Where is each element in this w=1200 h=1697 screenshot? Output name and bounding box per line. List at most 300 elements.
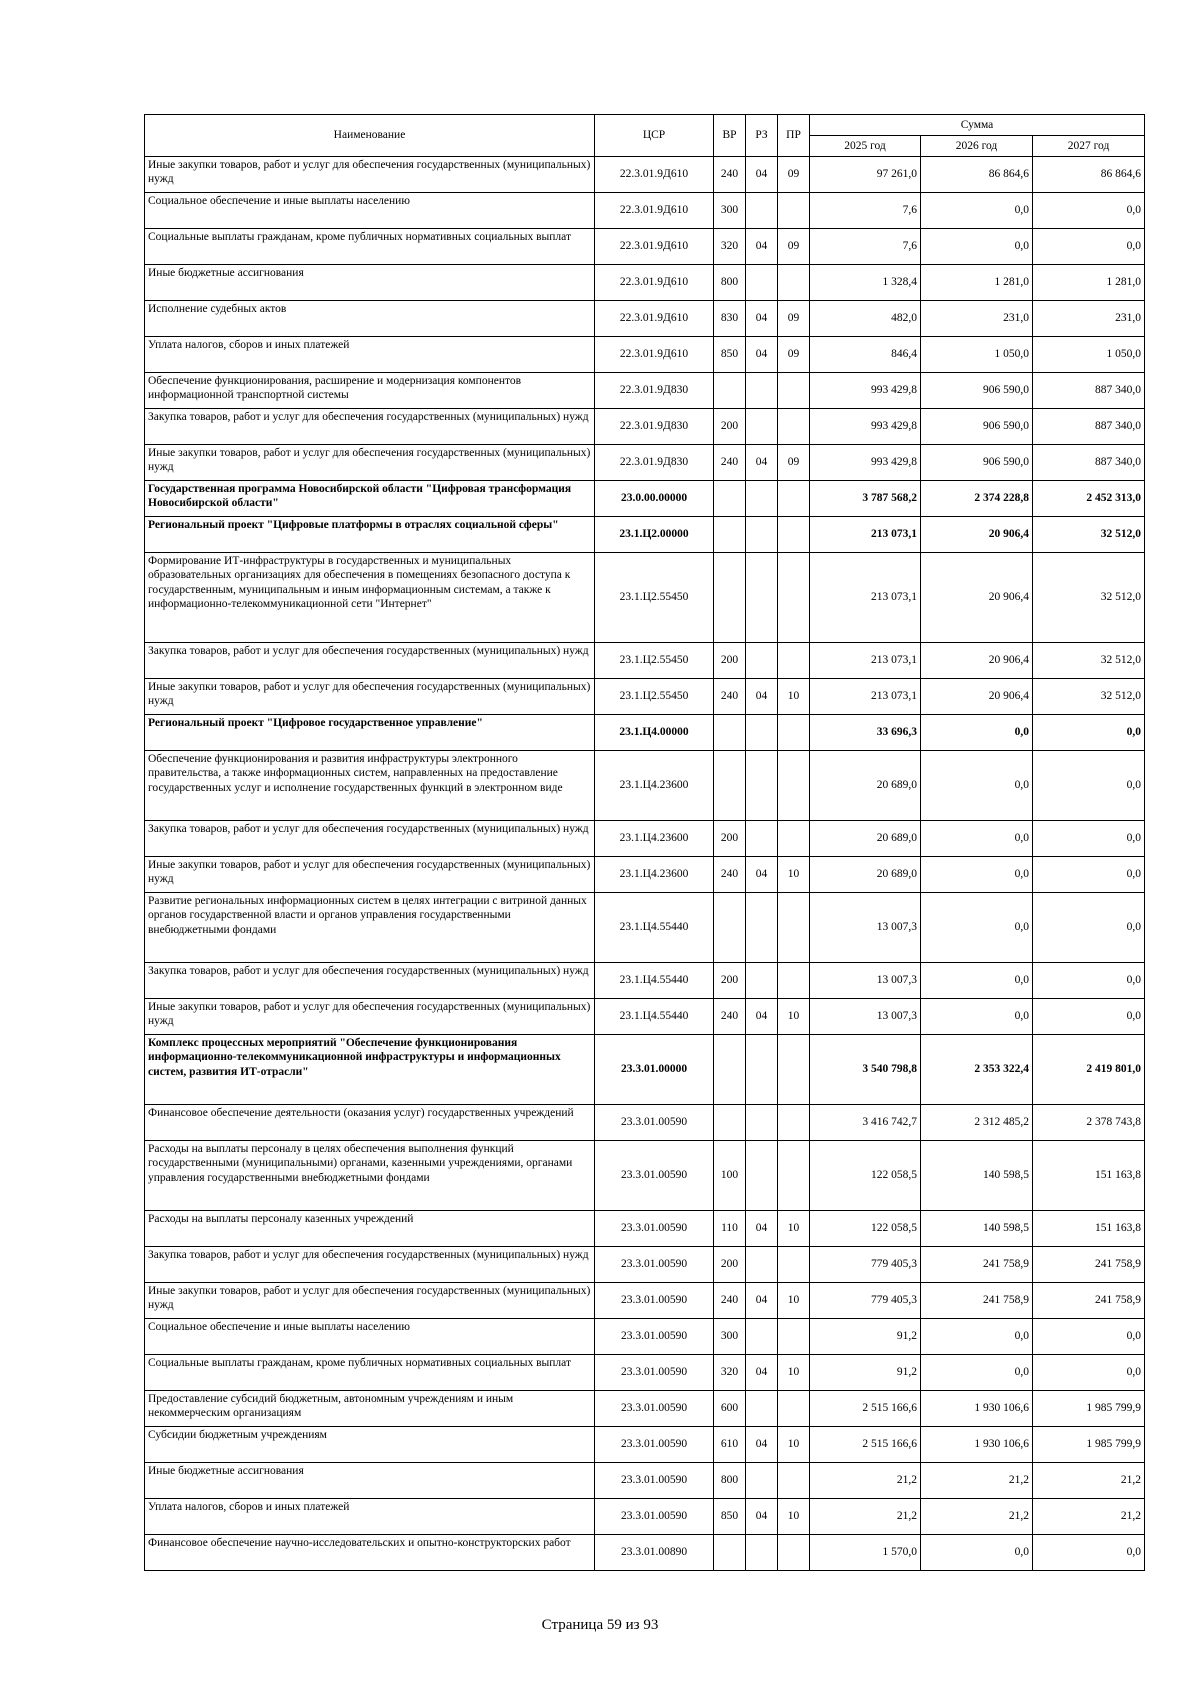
cell-rz [746,1141,778,1211]
cell-y2026: 1 930 106,6 [921,1391,1033,1427]
page-number: Страница 59 из 93 [541,1617,659,1633]
cell-csr: 23.3.01.00590 [595,1141,714,1211]
cell-name: Закупка товаров, работ и услуг для обеспечения государственных (муниципальных) нужд [145,963,595,999]
cell-rz: 04 [746,679,778,715]
cell-pr: 10 [778,857,810,893]
cell-y2025: 213 073,1 [810,553,921,643]
cell-pr [778,1141,810,1211]
cell-y2025: 213 073,1 [810,643,921,679]
table-row [145,715,1145,751]
cell-csr: 23.3.01.00590 [595,1391,714,1427]
cell-vr [714,553,746,643]
cell-rz [746,963,778,999]
cell-csr: 22.3.01.9Д830 [595,409,714,445]
cell-name: Финансовое обеспечение деятельности (оказания услуг) государственных учреждений [145,1105,595,1141]
header-year-2027: 2027 год [1033,136,1145,157]
cell-rz [746,409,778,445]
cell-vr: 200 [714,963,746,999]
cell-y2027: 0,0 [1033,1319,1145,1355]
cell-rz [746,751,778,821]
cell-vr: 110 [714,1211,746,1247]
cell-y2026: 0,0 [921,751,1033,821]
cell-csr: 23.3.01.00590 [595,1427,714,1463]
cell-pr: 09 [778,337,810,373]
cell-y2025: 13 007,3 [810,999,921,1035]
cell-rz: 04 [746,1427,778,1463]
cell-rz [746,265,778,301]
cell-vr [714,1535,746,1571]
table-row [145,1355,1145,1391]
cell-y2026: 906 590,0 [921,373,1033,409]
cell-name: Закупка товаров, работ и услуг для обеспечения государственных (муниципальных) нужд [145,1247,595,1283]
cell-y2027: 1 985 799,9 [1033,1391,1145,1427]
table-row [145,1035,1145,1105]
cell-y2025: 20 689,0 [810,751,921,821]
cell-csr: 23.3.01.00590 [595,1463,714,1499]
cell-pr [778,1463,810,1499]
cell-pr: 10 [778,1499,810,1535]
cell-y2026: 2 312 485,2 [921,1105,1033,1141]
table-row [145,157,1145,193]
cell-vr: 240 [714,999,746,1035]
cell-y2026: 1 050,0 [921,337,1033,373]
cell-pr: 10 [778,1355,810,1391]
cell-csr: 22.3.01.9Д610 [595,193,714,229]
cell-name: Субсидии бюджетным учреждениям [145,1427,595,1463]
table-header [145,115,1145,157]
cell-y2027: 32 512,0 [1033,553,1145,643]
cell-pr [778,821,810,857]
table-row [145,409,1145,445]
cell-name: Социальные выплаты гражданам, кроме публичных нормативных социальных выплат [145,229,595,265]
cell-vr: 200 [714,643,746,679]
cell-name: Государственная программа Новосибирской области "Цифровая трансформация Новосибирской области" [145,481,595,517]
cell-y2027: 887 340,0 [1033,373,1145,409]
cell-name: Расходы на выплаты персоналу казенных учреждений [145,1211,595,1247]
cell-y2026: 241 758,9 [921,1283,1033,1319]
cell-vr: 200 [714,1247,746,1283]
cell-csr: 22.3.01.9Д610 [595,337,714,373]
cell-name: Иные закупки товаров, работ и услуг для обеспечения государственных (муниципальных) нужд [145,445,595,481]
cell-pr: 10 [778,999,810,1035]
cell-y2026: 0,0 [921,857,1033,893]
cell-name: Комплекс процессных мероприятий "Обеспечение функционирования информационно-телекоммуникационной инфраструктуры и информационных систем, развития ИТ-отрасли" [145,1035,595,1105]
cell-rz: 04 [746,157,778,193]
table-row [145,1499,1145,1535]
cell-pr [778,553,810,643]
cell-csr: 23.1.Ц4.00000 [595,715,714,751]
cell-csr: 23.3.01.00000 [595,1035,714,1105]
cell-y2026: 1 281,0 [921,265,1033,301]
header-year-2025: 2025 год [810,136,921,157]
cell-csr: 23.0.00.00000 [595,481,714,517]
cell-y2026: 0,0 [921,1355,1033,1391]
cell-y2027: 32 512,0 [1033,679,1145,715]
cell-y2025: 21,2 [810,1463,921,1499]
cell-y2025: 13 007,3 [810,963,921,999]
cell-y2027: 0,0 [1033,715,1145,751]
cell-vr: 830 [714,301,746,337]
table-body [145,157,1145,1571]
header-csr: ЦСР [595,115,714,157]
cell-pr [778,265,810,301]
cell-name: Предоставление субсидий бюджетным, автономным учреждениям и иным некоммерческим организациям [145,1391,595,1427]
cell-pr: 10 [778,1283,810,1319]
cell-pr [778,751,810,821]
cell-rz: 04 [746,857,778,893]
cell-y2026: 21,2 [921,1499,1033,1535]
cell-y2025: 846,4 [810,337,921,373]
cell-rz [746,1463,778,1499]
header-rz: РЗ [746,115,778,157]
cell-rz [746,1319,778,1355]
budget-table [144,114,1145,1571]
cell-pr: 10 [778,679,810,715]
cell-pr [778,481,810,517]
cell-y2027: 32 512,0 [1033,517,1145,553]
cell-y2025: 1 570,0 [810,1535,921,1571]
table-row [145,373,1145,409]
cell-y2025: 1 328,4 [810,265,921,301]
cell-y2027: 887 340,0 [1033,409,1145,445]
cell-pr [778,193,810,229]
cell-vr: 320 [714,1355,746,1391]
cell-y2027: 2 378 743,8 [1033,1105,1145,1141]
cell-vr: 300 [714,1319,746,1355]
cell-name: Закупка товаров, работ и услуг для обеспечения государственных (муниципальных) нужд [145,409,595,445]
cell-vr: 320 [714,229,746,265]
cell-rz: 04 [746,1283,778,1319]
cell-y2025: 2 515 166,6 [810,1427,921,1463]
cell-y2027: 0,0 [1033,857,1145,893]
cell-name: Иные закупки товаров, работ и услуг для обеспечения государственных (муниципальных) нужд [145,679,595,715]
cell-csr: 23.3.01.00890 [595,1535,714,1571]
cell-csr: 22.3.01.9Д830 [595,445,714,481]
header-year-2026: 2026 год [921,136,1033,157]
table-row [145,193,1145,229]
cell-y2027: 887 340,0 [1033,445,1145,481]
cell-csr: 23.1.Ц4.55440 [595,963,714,999]
table-row [145,1247,1145,1283]
cell-rz: 04 [746,229,778,265]
cell-pr: 09 [778,445,810,481]
cell-y2026: 241 758,9 [921,1247,1033,1283]
cell-y2027: 231,0 [1033,301,1145,337]
table-row [145,229,1145,265]
cell-rz [746,517,778,553]
cell-vr: 240 [714,445,746,481]
cell-csr: 22.3.01.9Д610 [595,157,714,193]
cell-csr: 23.3.01.00590 [595,1355,714,1391]
cell-y2026: 0,0 [921,999,1033,1035]
cell-y2025: 7,6 [810,193,921,229]
cell-name: Исполнение судебных актов [145,301,595,337]
cell-y2027: 241 758,9 [1033,1283,1145,1319]
cell-csr: 23.3.01.00590 [595,1105,714,1141]
cell-y2026: 906 590,0 [921,409,1033,445]
cell-rz: 04 [746,1355,778,1391]
cell-vr: 850 [714,1499,746,1535]
cell-y2027: 241 758,9 [1033,1247,1145,1283]
table-row [145,337,1145,373]
cell-rz [746,1247,778,1283]
cell-pr [778,373,810,409]
cell-y2027: 0,0 [1033,193,1145,229]
cell-y2025: 21,2 [810,1499,921,1535]
cell-vr [714,715,746,751]
cell-rz [746,643,778,679]
cell-y2027: 2 419 801,0 [1033,1035,1145,1105]
cell-vr: 300 [714,193,746,229]
cell-y2026: 20 906,4 [921,679,1033,715]
cell-vr [714,1105,746,1141]
table-row [145,1211,1145,1247]
cell-y2025: 993 429,8 [810,409,921,445]
cell-y2027: 151 163,8 [1033,1211,1145,1247]
cell-name: Расходы на выплаты персоналу в целях обеспечения выполнения функций государственными (муниципальными) органами, казенными учреждениями, органами управления государственными внебюджетными фондами [145,1141,595,1211]
cell-name: Уплата налогов, сборов и иных платежей [145,337,595,373]
cell-y2027: 32 512,0 [1033,643,1145,679]
cell-y2027: 0,0 [1033,751,1145,821]
cell-name: Иные бюджетные ассигнования [145,265,595,301]
cell-y2025: 20 689,0 [810,821,921,857]
cell-vr: 200 [714,821,746,857]
cell-y2026: 20 906,4 [921,643,1033,679]
table-row [145,751,1145,821]
cell-pr [778,643,810,679]
cell-y2025: 122 058,5 [810,1211,921,1247]
cell-vr [714,373,746,409]
cell-vr [714,1035,746,1105]
cell-vr: 240 [714,157,746,193]
cell-csr: 23.1.Ц4.23600 [595,857,714,893]
cell-csr: 23.1.Ц4.55440 [595,893,714,963]
cell-y2026: 0,0 [921,963,1033,999]
cell-y2025: 779 405,3 [810,1247,921,1283]
cell-rz [746,1105,778,1141]
cell-name: Закупка товаров, работ и услуг для обеспечения государственных (муниципальных) нужд [145,643,595,679]
cell-name: Закупка товаров, работ и услуг для обеспечения государственных (муниципальных) нужд [145,821,595,857]
table-row [145,1319,1145,1355]
cell-vr [714,751,746,821]
cell-y2027: 151 163,8 [1033,1141,1145,1211]
cell-name: Иные закупки товаров, работ и услуг для обеспечения государственных (муниципальных) нужд [145,157,595,193]
cell-pr [778,893,810,963]
cell-csr: 23.1.Ц2.55450 [595,643,714,679]
cell-rz: 04 [746,1499,778,1535]
table-row [145,857,1145,893]
cell-y2026: 2 353 322,4 [921,1035,1033,1105]
cell-pr: 09 [778,229,810,265]
cell-vr: 200 [714,409,746,445]
cell-vr: 600 [714,1391,746,1427]
cell-pr [778,1391,810,1427]
cell-vr [714,893,746,963]
cell-rz [746,373,778,409]
cell-y2026: 0,0 [921,1535,1033,1571]
cell-rz [746,193,778,229]
table-row [145,1283,1145,1319]
cell-name: Социальные выплаты гражданам, кроме публичных нормативных социальных выплат [145,1355,595,1391]
cell-rz [746,821,778,857]
cell-rz: 04 [746,999,778,1035]
cell-rz [746,1035,778,1105]
cell-csr: 23.1.Ц2.00000 [595,517,714,553]
cell-y2027: 0,0 [1033,999,1145,1035]
cell-y2025: 993 429,8 [810,445,921,481]
cell-y2026: 0,0 [921,893,1033,963]
cell-name: Формирование ИТ-инфраструктуры в государственных и муниципальных образовательных организациях для обеспечения в помещениях безопасного доступа к государственным, муниципальным и иным информационным системам, а также к информационно-телекоммуникационной сети "Интернет" [145,553,595,643]
cell-name: Иные закупки товаров, работ и услуг для обеспечения государственных (муниципальных) нужд [145,999,595,1035]
cell-vr: 100 [714,1141,746,1211]
cell-y2027: 0,0 [1033,963,1145,999]
cell-vr: 850 [714,337,746,373]
cell-y2027: 1 050,0 [1033,337,1145,373]
cell-csr: 23.1.Ц4.55440 [595,999,714,1035]
cell-csr: 23.3.01.00590 [595,1283,714,1319]
table-row [145,679,1145,715]
cell-name: Обеспечение функционирования и развития инфраструктуры электронного правительства, а также информационных систем, направленных на предоставление государственных услуг и исполнение государственных функций в электронном виде [145,751,595,821]
cell-rz [746,1535,778,1571]
cell-y2025: 993 429,8 [810,373,921,409]
cell-csr: 22.3.01.9Д830 [595,373,714,409]
cell-pr [778,1247,810,1283]
cell-name: Социальное обеспечение и иные выплаты населению [145,193,595,229]
header-sum: Сумма [810,115,1145,136]
cell-y2027: 0,0 [1033,821,1145,857]
cell-csr: 23.1.Ц4.23600 [595,751,714,821]
cell-name: Социальное обеспечение и иные выплаты населению [145,1319,595,1355]
cell-name: Уплата налогов, сборов и иных платежей [145,1499,595,1535]
cell-rz: 04 [746,301,778,337]
cell-y2026: 2 374 228,8 [921,481,1033,517]
cell-name: Развитие региональных информационных систем в целях интеграции с витриной данных органов государственной власти и органов управления государственными внебюджетными фондами [145,893,595,963]
cell-y2025: 33 696,3 [810,715,921,751]
cell-pr [778,517,810,553]
cell-csr: 23.3.01.00590 [595,1211,714,1247]
cell-vr [714,517,746,553]
cell-y2027: 21,2 [1033,1463,1145,1499]
cell-pr [778,409,810,445]
cell-rz [746,553,778,643]
cell-vr: 240 [714,679,746,715]
cell-y2026: 0,0 [921,715,1033,751]
cell-y2025: 122 058,5 [810,1141,921,1211]
cell-csr: 23.1.Ц4.23600 [595,821,714,857]
cell-y2025: 3 416 742,7 [810,1105,921,1141]
cell-vr [714,481,746,517]
cell-pr [778,715,810,751]
cell-y2025: 7,6 [810,229,921,265]
cell-pr: 09 [778,301,810,337]
cell-pr [778,1535,810,1571]
table-row [145,1535,1145,1571]
cell-y2026: 140 598,5 [921,1211,1033,1247]
cell-csr: 23.1.Ц2.55450 [595,553,714,643]
cell-y2025: 3 540 798,8 [810,1035,921,1105]
cell-vr: 240 [714,1283,746,1319]
cell-y2026: 21,2 [921,1463,1033,1499]
table-row [145,821,1145,857]
cell-csr: 22.3.01.9Д610 [595,301,714,337]
header-name: Наименование [145,115,595,157]
table-row [145,445,1145,481]
cell-y2025: 213 073,1 [810,517,921,553]
table-row [145,999,1145,1035]
table-row [145,553,1145,643]
cell-name: Финансовое обеспечение научно-исследовательских и опытно-конструкторских работ [145,1535,595,1571]
table-row [145,893,1145,963]
cell-pr [778,963,810,999]
cell-csr: 23.1.Ц2.55450 [595,679,714,715]
table-row [145,301,1145,337]
cell-y2027: 1 985 799,9 [1033,1427,1145,1463]
cell-rz [746,893,778,963]
table-row [145,1391,1145,1427]
cell-y2027: 1 281,0 [1033,265,1145,301]
table-row [145,963,1145,999]
cell-y2027: 0,0 [1033,893,1145,963]
cell-pr: 10 [778,1427,810,1463]
cell-rz [746,1391,778,1427]
table-row [145,517,1145,553]
cell-y2027: 0,0 [1033,1355,1145,1391]
cell-y2025: 20 689,0 [810,857,921,893]
cell-y2026: 140 598,5 [921,1141,1033,1211]
table-row [145,481,1145,517]
cell-rz: 04 [746,445,778,481]
cell-name: Региональный проект "Цифровые платформы в отраслях социальной сферы" [145,517,595,553]
cell-y2025: 91,2 [810,1355,921,1391]
cell-y2026: 86 864,6 [921,157,1033,193]
cell-y2026: 1 930 106,6 [921,1427,1033,1463]
cell-y2027: 0,0 [1033,229,1145,265]
cell-csr: 23.3.01.00590 [595,1319,714,1355]
cell-pr [778,1319,810,1355]
cell-rz: 04 [746,337,778,373]
header-vr: ВР [714,115,746,157]
cell-y2026: 0,0 [921,193,1033,229]
cell-name: Обеспечение функционирования, расширение и модернизация компонентов информационной транспортной системы [145,373,595,409]
cell-pr: 09 [778,157,810,193]
cell-rz: 04 [746,1211,778,1247]
cell-y2025: 13 007,3 [810,893,921,963]
cell-y2025: 213 073,1 [810,679,921,715]
cell-name: Иные закупки товаров, работ и услуг для обеспечения государственных (муниципальных) нужд [145,1283,595,1319]
cell-y2027: 0,0 [1033,1535,1145,1571]
cell-y2026: 20 906,4 [921,553,1033,643]
cell-y2025: 91,2 [810,1319,921,1355]
table-row [145,1427,1145,1463]
cell-y2025: 779 405,3 [810,1283,921,1319]
cell-rz [746,715,778,751]
table-row [145,265,1145,301]
cell-y2026: 0,0 [921,1319,1033,1355]
cell-vr: 800 [714,265,746,301]
cell-pr [778,1035,810,1105]
cell-csr: 22.3.01.9Д610 [595,229,714,265]
table-row [145,1105,1145,1141]
cell-rz [746,481,778,517]
cell-vr: 800 [714,1463,746,1499]
cell-y2025: 3 787 568,2 [810,481,921,517]
cell-csr: 23.3.01.00590 [595,1247,714,1283]
cell-y2026: 0,0 [921,821,1033,857]
cell-y2027: 86 864,6 [1033,157,1145,193]
cell-csr: 23.3.01.00590 [595,1499,714,1535]
cell-name: Иные закупки товаров, работ и услуг для обеспечения государственных (муниципальных) нужд [145,857,595,893]
cell-y2025: 2 515 166,6 [810,1391,921,1427]
